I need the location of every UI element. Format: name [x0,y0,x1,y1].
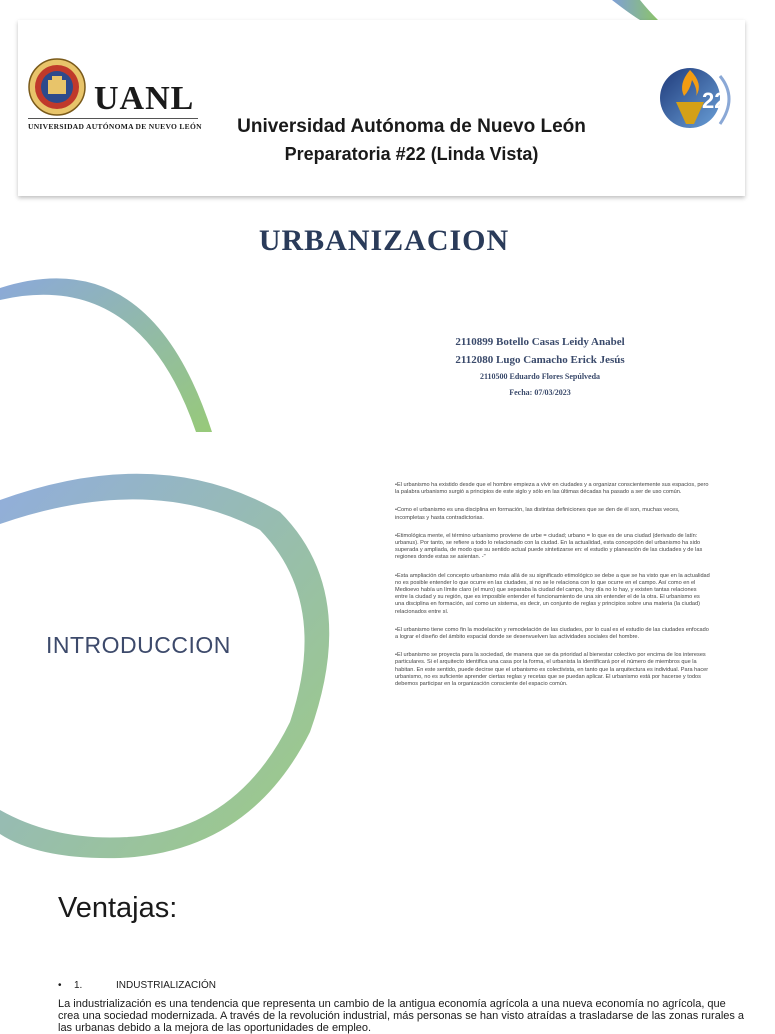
uanl-subtitle: UNIVERSIDAD AUTÓNOMA DE NUEVO LEÓN [28,122,202,131]
author-3: 2110500 Eduardo Flores Sepúlveda [479,372,601,381]
paragraph: •Etimológica mente, el término urbanismo proviene de urbe = ciudad; urbano = lo que es de una ciudad (derivado de latín: urbanus). Por tanto, se refiere a todo lo relacionado con la ciudad. En la actualidad, esta concepción del urbanismo ha sido superada y ampliada, de modo que su sentido actual puede sintetizarse en: el estudio y planeación de las ciudades y de las regiones donde estas se asientan. -" [395,532,703,561]
item-number: 1. [74,980,83,991]
bullet-icon: • [58,980,62,991]
header-card [18,20,745,196]
document-title: URBANIZACION [258,224,510,257]
school-name: Preparatoria #22 (Linda Vista) [284,144,539,164]
ventajas-title: Ventajas: [58,892,178,924]
author-2: 2112080 Lugo Camacho Erick Jesús [455,354,625,366]
intro-slide [0,432,768,864]
date: Fecha: 07/03/2023 [509,388,571,397]
ventajas-body: La industrialización es una tendencia que representa un cambio de la antigua economía agrícola a una nueva economía no agrícola, que crea una sociedad modernizada. A través de la revolución industrial, más personas se han visto atraídas a trasladarse de las zonas rurales a las urbanas debido a la mejora de las oportunidades de empleo. [58,998,745,1034]
paragraph: •El urbanismo tiene como fin la modelación y remodelación de las ciudades, por lo cual es el estudio de las ciudades enfocado a lograr el diseño del ámbito espacial donde se desenvuelven las actividades sociales del hombre. [395,626,709,641]
author-1: 2110899 Botello Casas Leidy Anabel [455,336,625,348]
list-item [58,980,216,991]
intro-title: INTRODUCCION [46,632,231,658]
prepa-badge-text: 22 [702,88,727,113]
uanl-wordmark: UANL [94,80,195,117]
cover-slide [0,0,768,432]
paragraph: •El urbanismo se proyecta para la sociedad, de manera que se da prioridad al bienestar colectivo por encima de los intereses particulares. Si el arquitecto identifica una casa por la forma, el urbanista la identificará por el número de miembros que la habitan. En este sentido, puede decirse que el urbanismo es colectivista, en tanto que la arquitectura es individual. Para hacer urbanismo, no es suficiente aprender ciertas reglas y recetas que se puedan aplicar. El urbanismo está por hacerse y todos debemos participar en la organización consciente del espacio común. [395,652,709,688]
intro-paragraphs [395,482,710,699]
paragraph: •Como el urbanismo es una disciplina en formación, las distintas definiciones que se den de él son, muchas veces, incompletas y hasta contradictorias. [395,507,680,521]
paragraph: •El urbanismo ha existido desde que el hombre empieza a vivir en ciudades y a organizar conscientemente sus espacios, pero la palabra urbanismo surgió a principios de este siglo y sólo en las últimas décadas ha pasado a ser de uso común. [395,482,709,496]
uanl-seal-icon [28,58,86,116]
paragraph: •Esta ampliación del concepto urbanismo más allá de su significado etimológico se debe a que se ha visto que en la actualidad no es posible entender lo que ocurre en las ciudades, si no se le relaciona con lo que ocurre en el campo. Así como en el Medioevo había un límite claro (el muro) que separaba la ciudad del campo, hoy día no lo hay, y existen tantas relaciones entre la ciudad y su región, que es imposible entender el funcionamiento de una sin entender el de la otra. El urbanismo es una disciplina en formación, así como un sistema, es decir, un conjunto de reglas y principios sobre una materia (la ciudad) relacionados entre sí. [395,572,710,615]
university-name: Universidad Autónoma de Nuevo León [237,116,586,137]
ventajas-slide [0,864,768,1034]
item-label: INDUSTRIALIZACIÓN [116,980,217,991]
prepa-torch-logo-icon [658,62,740,132]
